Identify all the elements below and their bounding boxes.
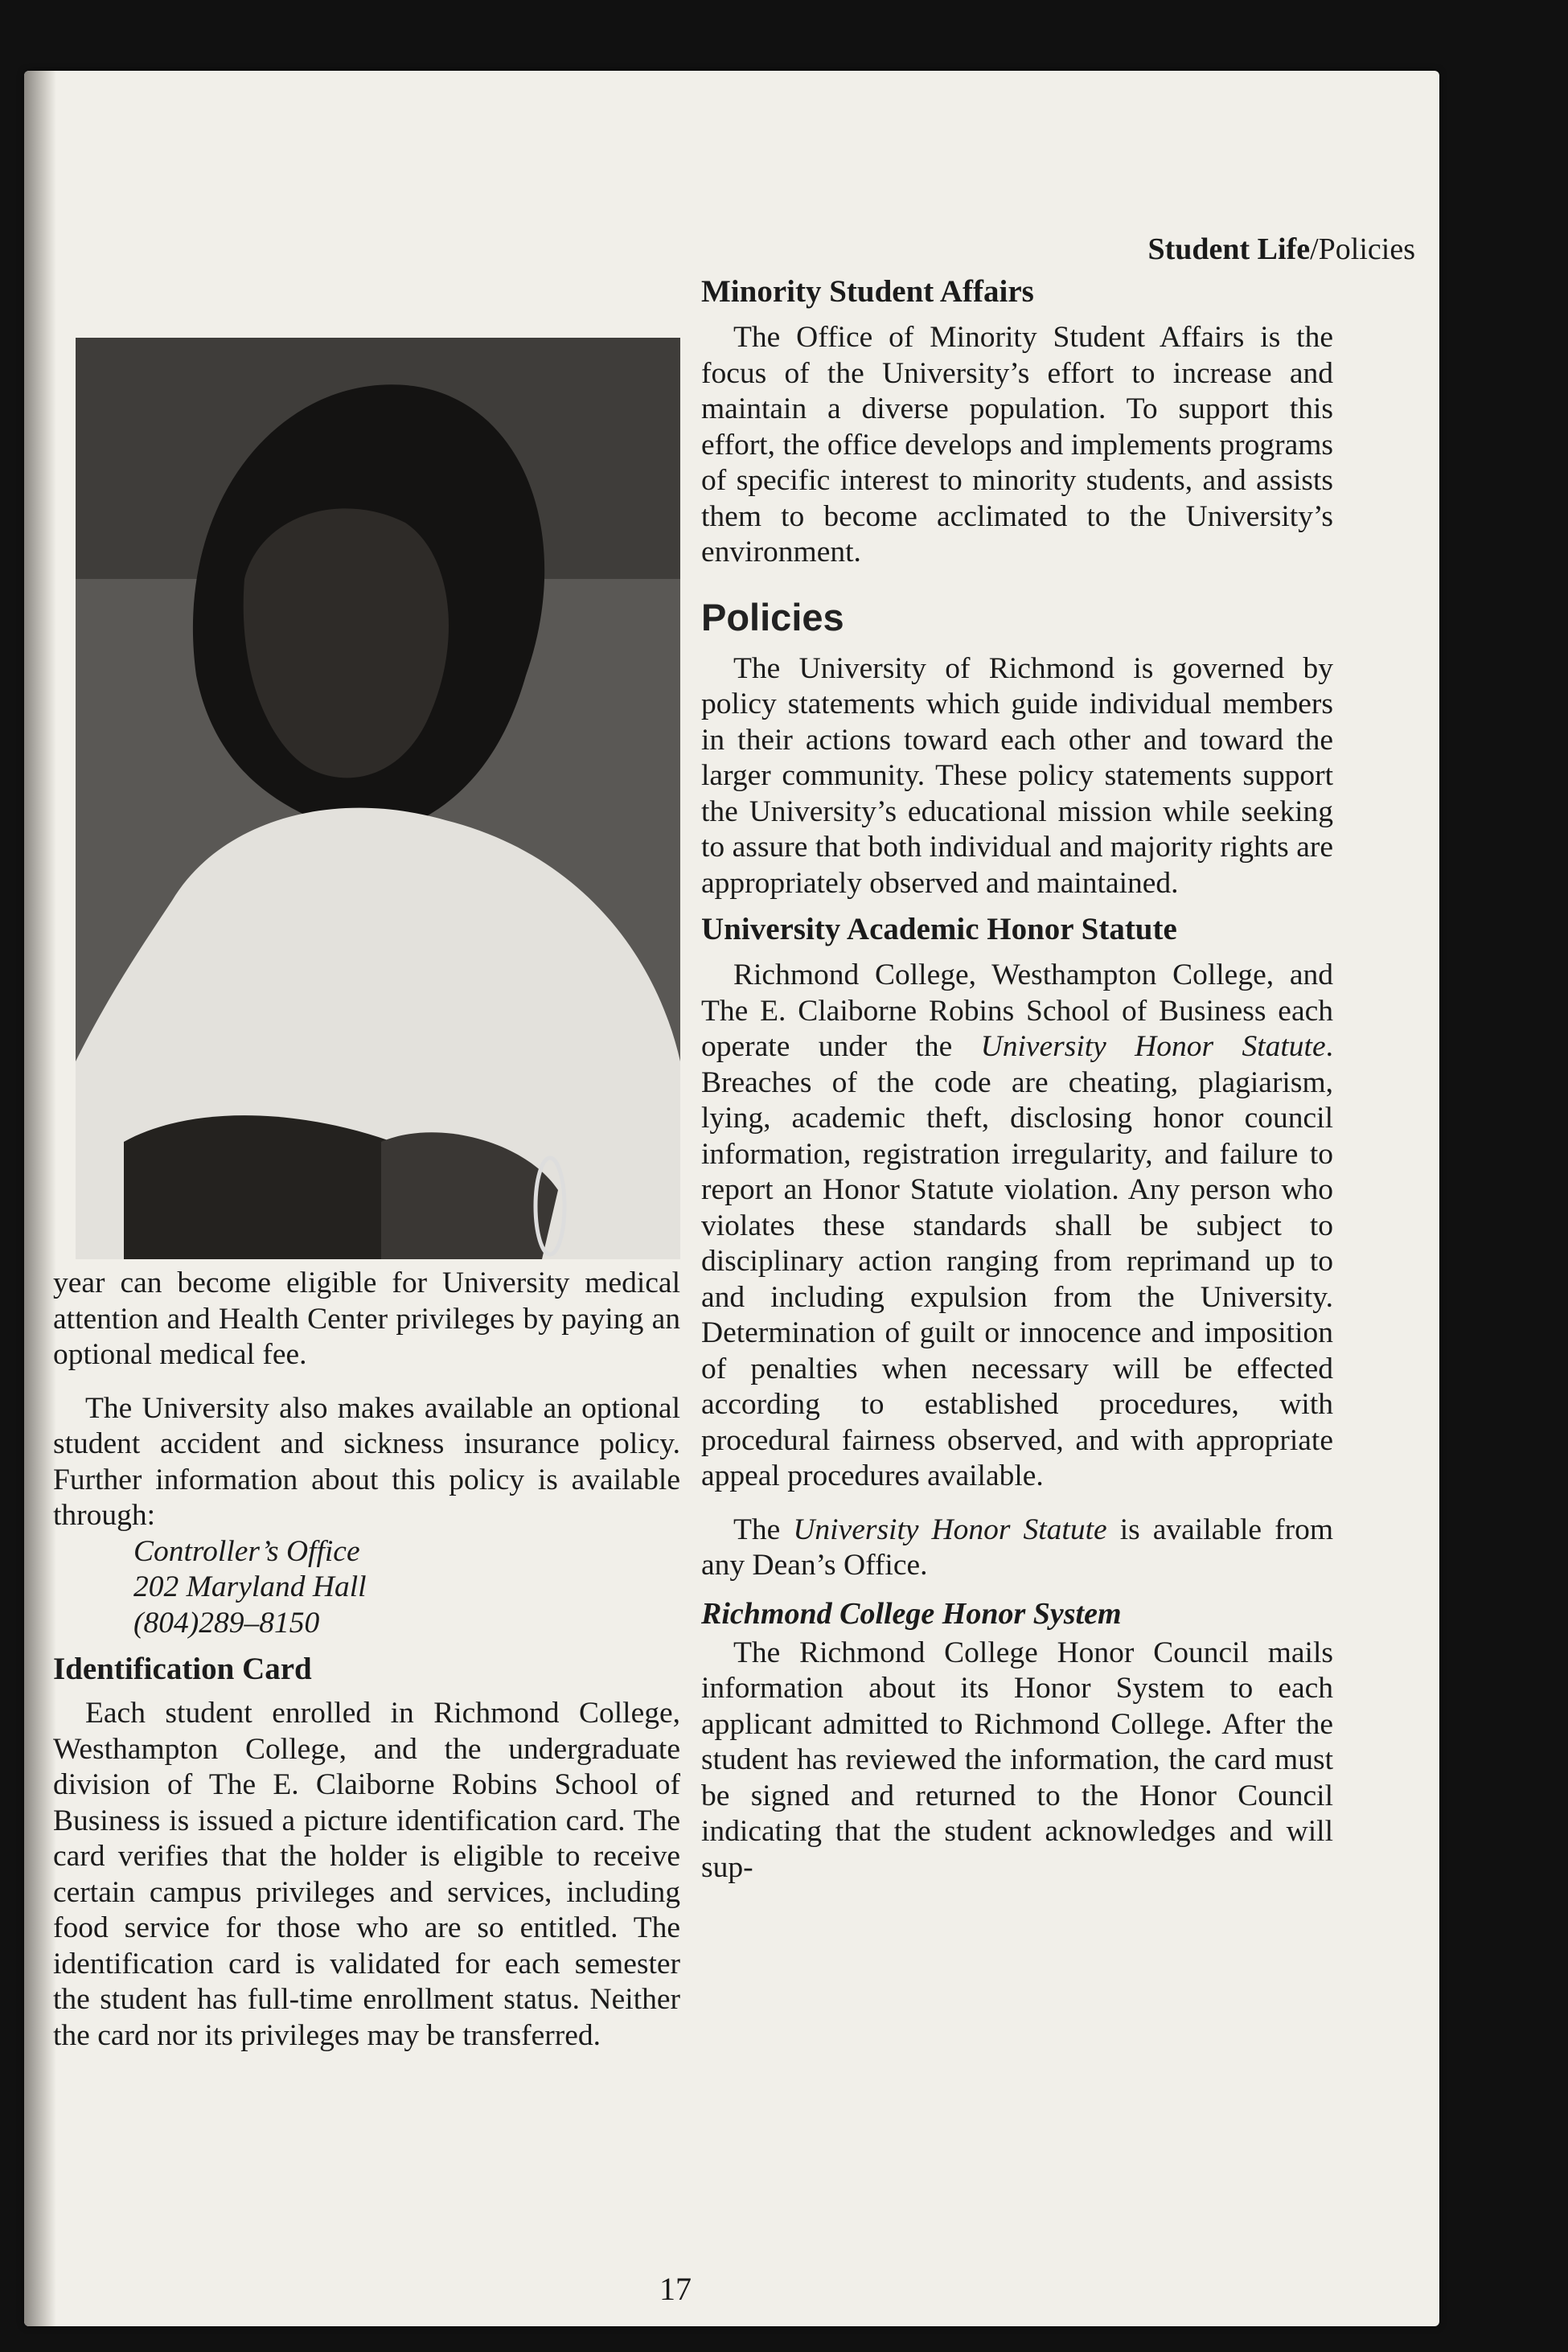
address-building: 202 Maryland Hall — [133, 1570, 367, 1603]
left-column — [53, 1266, 680, 2054]
rc-honor-system-heading: Richmond College Honor System — [701, 1596, 1122, 1631]
honor-text-b: . Breaches of the code are cheating, plagiarism, lying, academic theft, disclosing honor council information, registration irregularity, and failure to report an Honor Statute violation. Any person who violates these standards shall be subject to disciplinary action ranging from reprimand up to and including expulsion from the University. Determination of guilt or innocence and imposition of penalties when necessary will be effected according to established procedures, with procedural fairness observed, and with appropriate appeal procedures available. — [701, 1030, 1333, 1492]
minority-affairs-paragraph: The Office of Minority Student Affairs is the focus of the University’s effort to increase and maintain a diverse population. To support this effort, the office develops and implements programs of specific interest to minority students, and assists them to become acclimated to the University’s environment. — [701, 321, 1333, 569]
portrait-photo — [76, 338, 680, 1259]
running-head-subsection: /Policies — [1310, 232, 1415, 266]
honor-statute-heading: University Academic Honor Statute — [701, 912, 1177, 946]
honor-text-a: Richmond College, Westhampton College, and The E. Claiborne Robins School of Business each operate under the — [701, 958, 1333, 1063]
minority-affairs-heading: Minority Student Affairs — [701, 274, 1034, 309]
page-number: 17 — [659, 2271, 692, 2307]
binding-shadow — [24, 71, 56, 2326]
identification-card-paragraph: Each student enrolled in Richmond College, Westhampton College, and the undergraduate division of The E. Claiborne Robins School of Business is issued a picture identification card. The card verifies that the holder is eligible to receive certain campus privileges and services, including food service for those who are so entitled. The identification card is validated for each semester the student has full-time enrollment status. Neither the card nor its privileges may be transferred. — [53, 1697, 680, 2052]
statute-availability-paragraph — [701, 1513, 1333, 1584]
portrait-photo-icon — [76, 338, 680, 1259]
policies-paragraph: The University of Richmond is governed by policy statements which guide individual members in their actions toward each other and toward the larger community. These policy statements support the University’s educational mission while seeking to assure that both individual and majority rights are appropriately observed and maintained. — [701, 651, 1333, 900]
identification-card-heading: Identification Card — [53, 1652, 312, 1686]
right-column — [701, 273, 1333, 1886]
rc-honor-system-paragraph: The Richmond College Honor Council mails information about its Honor System to each applicant admitted to Richmond College. After the student has reviewed the information, the card must be signed and returned to the Honor Council indicating that the student acknowledges and will sup- — [701, 1636, 1333, 1884]
insurance-paragraph: The University also makes available an optional student accident and sickness insurance policy. Further information about this policy is available through: — [53, 1391, 680, 1532]
avail-text-b: is available from any Dean’s Office. — [701, 1513, 1333, 1582]
address-block — [53, 1534, 680, 1642]
avail-text-a: The — [733, 1513, 794, 1546]
running-head — [965, 232, 1415, 267]
avail-text-italic: University Honor Statute — [793, 1513, 1107, 1546]
address-office: Controller’s Office — [133, 1534, 360, 1568]
medical-fee-paragraph: year can become eligible for University medical attention and Health Center privileges by paying an optional medical fee. — [53, 1266, 680, 1371]
document-page — [24, 71, 1439, 2326]
honor-text-italic: University Honor Statute — [980, 1030, 1326, 1063]
running-head-section: Student Life — [1147, 232, 1311, 266]
honor-statute-paragraph — [701, 958, 1333, 1495]
address-phone: (804)289–8150 — [133, 1606, 320, 1640]
policies-heading: Policies — [701, 595, 844, 638]
